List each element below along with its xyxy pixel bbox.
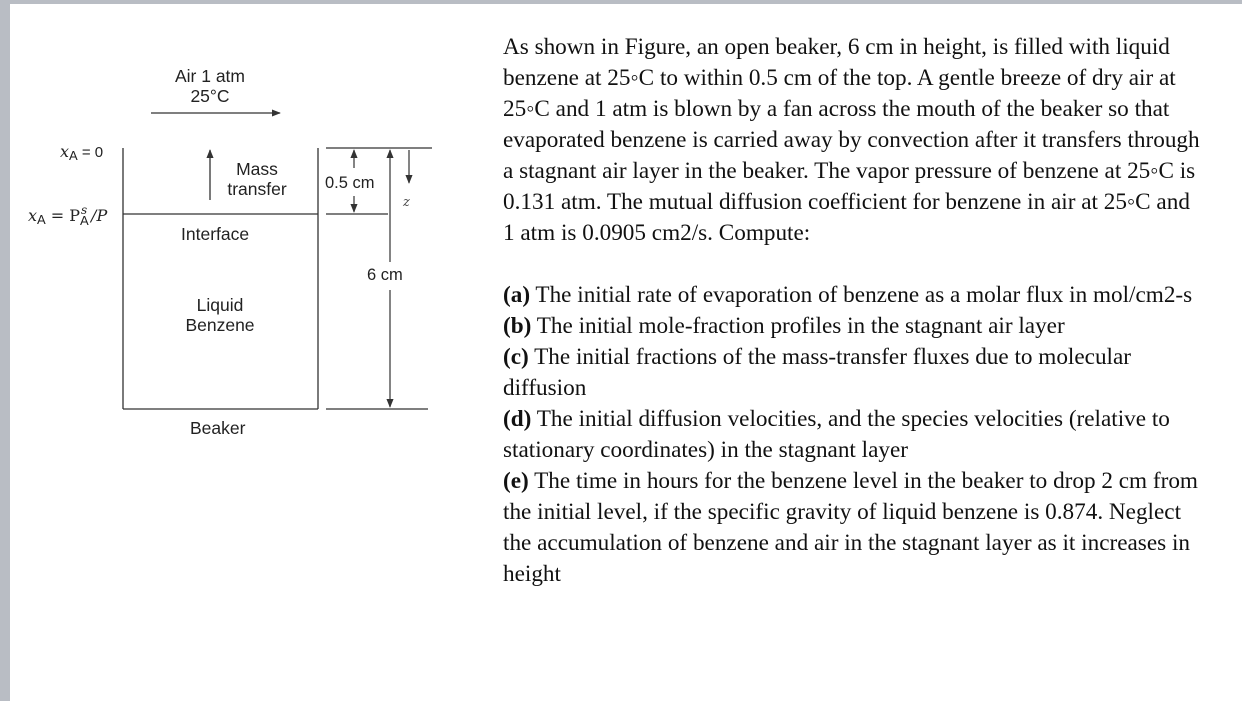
xa-int-scripts xyxy=(80,203,91,228)
part-b-text: The initial mole-fraction profiles in the stagnant air layer xyxy=(531,313,1065,339)
liquid-benzene-label xyxy=(170,295,270,335)
mass-transfer-line2: transfer xyxy=(227,179,287,199)
part-a-text: The initial rate of evaporation of benzene as a molar flux in mol/cm2-s xyxy=(530,282,1193,308)
gap-dimension-label: 0.5 cm xyxy=(325,174,375,192)
mass-transfer-label xyxy=(212,159,302,199)
xa-int-subscript2: A xyxy=(80,213,89,228)
part-e-text: The time in hours for the benzene level in the beaker to drop 2 cm from the initial level, if the specific gravity of liquid benzene is 0.874. Neglect the accumulation of benzene and air in the stagnant layer as it increases in height xyxy=(503,468,1198,587)
mole-fraction-interface-label xyxy=(28,205,107,230)
problem-intro: As shown in Figure, an open beaker, 6 cm in height, is filled with liquid benzene at 25◦C to within 0.5 cm of the top. A gentle breeze of dry air at 25◦C and 1 atm is blown by a fan across the mouth of the beaker so that evaporated benzene is carried away by convection after it transfers through a stagnant air layer in the beaker. The vapor pressure of benzene at 25◦C is 0.131 atm. The mutual diffusion coefficient for benzene in air at 25◦C and 1 atm is 0.0905 cm2/s. Compute: xyxy=(503,34,1200,246)
air-label-line1: Air 1 atm xyxy=(174,66,246,86)
part-b xyxy=(503,311,1203,342)
air-label-line2: 25°C xyxy=(190,86,230,106)
part-d-label: (d) xyxy=(503,406,532,432)
part-a-label: (a) xyxy=(503,282,531,308)
part-d-text: The initial diffusion velocities, and the species velocities (relative to stationary coordinates) in the stagnant layer xyxy=(503,406,1170,463)
liquid-label-line1: Liquid xyxy=(196,295,244,315)
mole-fraction-top-label xyxy=(60,141,103,166)
height-dimension-label: 6 cm xyxy=(367,266,403,284)
part-d xyxy=(503,404,1203,466)
xa-int-subscript: A xyxy=(37,212,46,227)
part-e xyxy=(503,466,1203,590)
part-e-label: (e) xyxy=(503,468,529,494)
problem-statement xyxy=(503,32,1203,590)
part-c-text: The initial fractions of the mass-transfer fluxes due to molecular diffusion xyxy=(503,344,1132,401)
air-label xyxy=(150,66,270,106)
beaker-figure xyxy=(0,0,480,701)
liquid-label-line2: Benzene xyxy=(185,315,255,335)
xa-int-symbol: x xyxy=(28,206,38,225)
xa-top-value: = 0 xyxy=(77,144,104,161)
part-c xyxy=(503,342,1203,404)
xa-top-symbol: x xyxy=(60,142,70,161)
z-coordinate-label: z xyxy=(403,195,410,210)
xa-int-over-p: /P xyxy=(91,206,108,225)
xa-int-superscript: s xyxy=(81,203,88,217)
beaker-label: Beaker xyxy=(190,418,246,438)
interface-label: Interface xyxy=(181,224,250,244)
part-c-label: (c) xyxy=(503,344,529,370)
xa-int-equals-p: = P xyxy=(45,206,81,225)
part-a xyxy=(503,280,1203,311)
part-b-label: (b) xyxy=(503,313,532,339)
xa-top-subscript: A xyxy=(69,148,78,163)
mass-transfer-line1: Mass xyxy=(236,159,278,179)
